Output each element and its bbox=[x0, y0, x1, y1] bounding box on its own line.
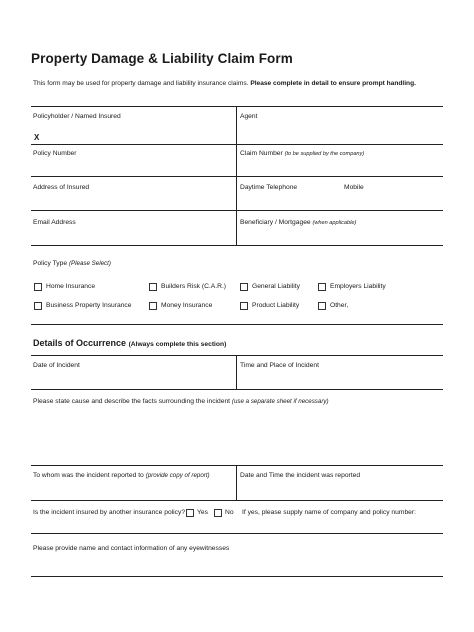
product-liability-checkbox[interactable] bbox=[240, 302, 248, 310]
rule-top bbox=[31, 106, 443, 107]
builders-risk-label: Builders Risk (C.A.R.) bbox=[161, 283, 227, 290]
occurrence-heading bbox=[33, 338, 226, 348]
no-label: No bbox=[225, 509, 234, 516]
employers-liability-checkbox[interactable] bbox=[318, 283, 326, 291]
policy-type-label: Policy Type bbox=[33, 260, 68, 267]
other-checkbox[interactable] bbox=[318, 302, 326, 310]
agent-label: Agent bbox=[240, 113, 258, 120]
rule-row3 bbox=[31, 210, 443, 211]
policy-type-field bbox=[33, 260, 111, 267]
intro-text: This form may be used for property damage and liability insurance claims. bbox=[33, 80, 251, 87]
cause-note: (use a separate sheet if necessary) bbox=[231, 398, 329, 405]
home-insurance-checkbox[interactable] bbox=[34, 283, 42, 291]
beneficiary-label: Beneficiary / Mortgagee bbox=[240, 219, 311, 226]
reported-to-label: To whom was the incident reported to bbox=[33, 472, 144, 479]
rule-row2 bbox=[31, 176, 443, 177]
policy-number-label: Policy Number bbox=[33, 150, 77, 157]
rule-eyewitness bbox=[31, 576, 443, 577]
policyholder-x-mark: X bbox=[34, 133, 40, 142]
rule-cause bbox=[31, 465, 443, 466]
money-insurance-label: Money Insurance bbox=[161, 302, 213, 309]
claim-number-label: Claim Number bbox=[240, 150, 283, 157]
builders-risk-checkbox[interactable] bbox=[149, 283, 157, 291]
claim-number-field bbox=[240, 150, 364, 157]
divider-top-section bbox=[236, 106, 237, 245]
reported-to-note: (provide copy of report) bbox=[145, 472, 210, 479]
policyholder-label: Policyholder / Named Insured bbox=[33, 113, 121, 120]
eyewitness-label: Please provide name and contact information of any eyewitnesses bbox=[33, 545, 230, 552]
rule-occurrence-top bbox=[31, 355, 443, 356]
if-yes-label: If yes, please supply name of company and policy number: bbox=[242, 509, 416, 516]
address-label: Address of Insured bbox=[33, 184, 90, 191]
intro-bold-text: Please complete in detail to ensure prompt handling. bbox=[250, 80, 416, 87]
employers-liability-label: Employers Liability bbox=[330, 283, 386, 290]
occurrence-note: (Always complete this section) bbox=[128, 341, 227, 348]
date-incident-label: Date of Incident bbox=[33, 362, 80, 369]
insured-other-no-checkbox[interactable] bbox=[214, 509, 222, 517]
time-place-label: Time and Place of Incident bbox=[240, 362, 319, 369]
home-insurance-label: Home Insurance bbox=[46, 283, 96, 290]
rule-insured-other bbox=[31, 533, 443, 534]
email-label: Email Address bbox=[33, 219, 76, 226]
rule-row4 bbox=[31, 245, 443, 246]
rule-row1 bbox=[31, 144, 443, 145]
cause-field bbox=[33, 398, 329, 405]
money-insurance-checkbox[interactable] bbox=[149, 302, 157, 310]
claim-number-note: (to be supplied by the company) bbox=[284, 151, 365, 157]
yes-label: Yes bbox=[197, 509, 208, 516]
beneficiary-note: (when applicable) bbox=[312, 220, 357, 226]
cause-label: Please state cause and describe the facts surrounding the incident bbox=[33, 398, 231, 405]
general-liability-checkbox[interactable] bbox=[240, 283, 248, 291]
beneficiary-field bbox=[240, 219, 356, 226]
policy-type-note: (Please Select) bbox=[68, 260, 111, 267]
insured-other-yes-checkbox[interactable] bbox=[186, 509, 194, 517]
rule-occurrence-row1 bbox=[31, 389, 443, 390]
reported-date-label: Date and Time the incident was reported bbox=[240, 472, 361, 479]
rule-policy-type bbox=[31, 324, 443, 325]
divider-occurrence bbox=[236, 355, 237, 389]
rule-reported bbox=[31, 500, 443, 501]
business-property-label: Business Property Insurance bbox=[46, 302, 132, 309]
other-label: Other, bbox=[330, 302, 349, 309]
reported-to-field bbox=[33, 472, 210, 479]
daytime-phone-label: Daytime Telephone bbox=[240, 184, 298, 191]
insured-other-label: Is the incident insured by another insurance policy? bbox=[33, 509, 186, 516]
product-liability-label: Product Liability bbox=[252, 302, 300, 309]
divider-reported bbox=[236, 465, 237, 500]
form-intro bbox=[33, 80, 416, 87]
business-property-checkbox[interactable] bbox=[34, 302, 42, 310]
general-liability-label: General Liability bbox=[252, 283, 300, 290]
mobile-label: Mobile bbox=[344, 184, 364, 191]
occurrence-title: Details of Occurrence bbox=[33, 338, 127, 348]
form-title: Property Damage & Liability Claim Form bbox=[31, 51, 293, 66]
